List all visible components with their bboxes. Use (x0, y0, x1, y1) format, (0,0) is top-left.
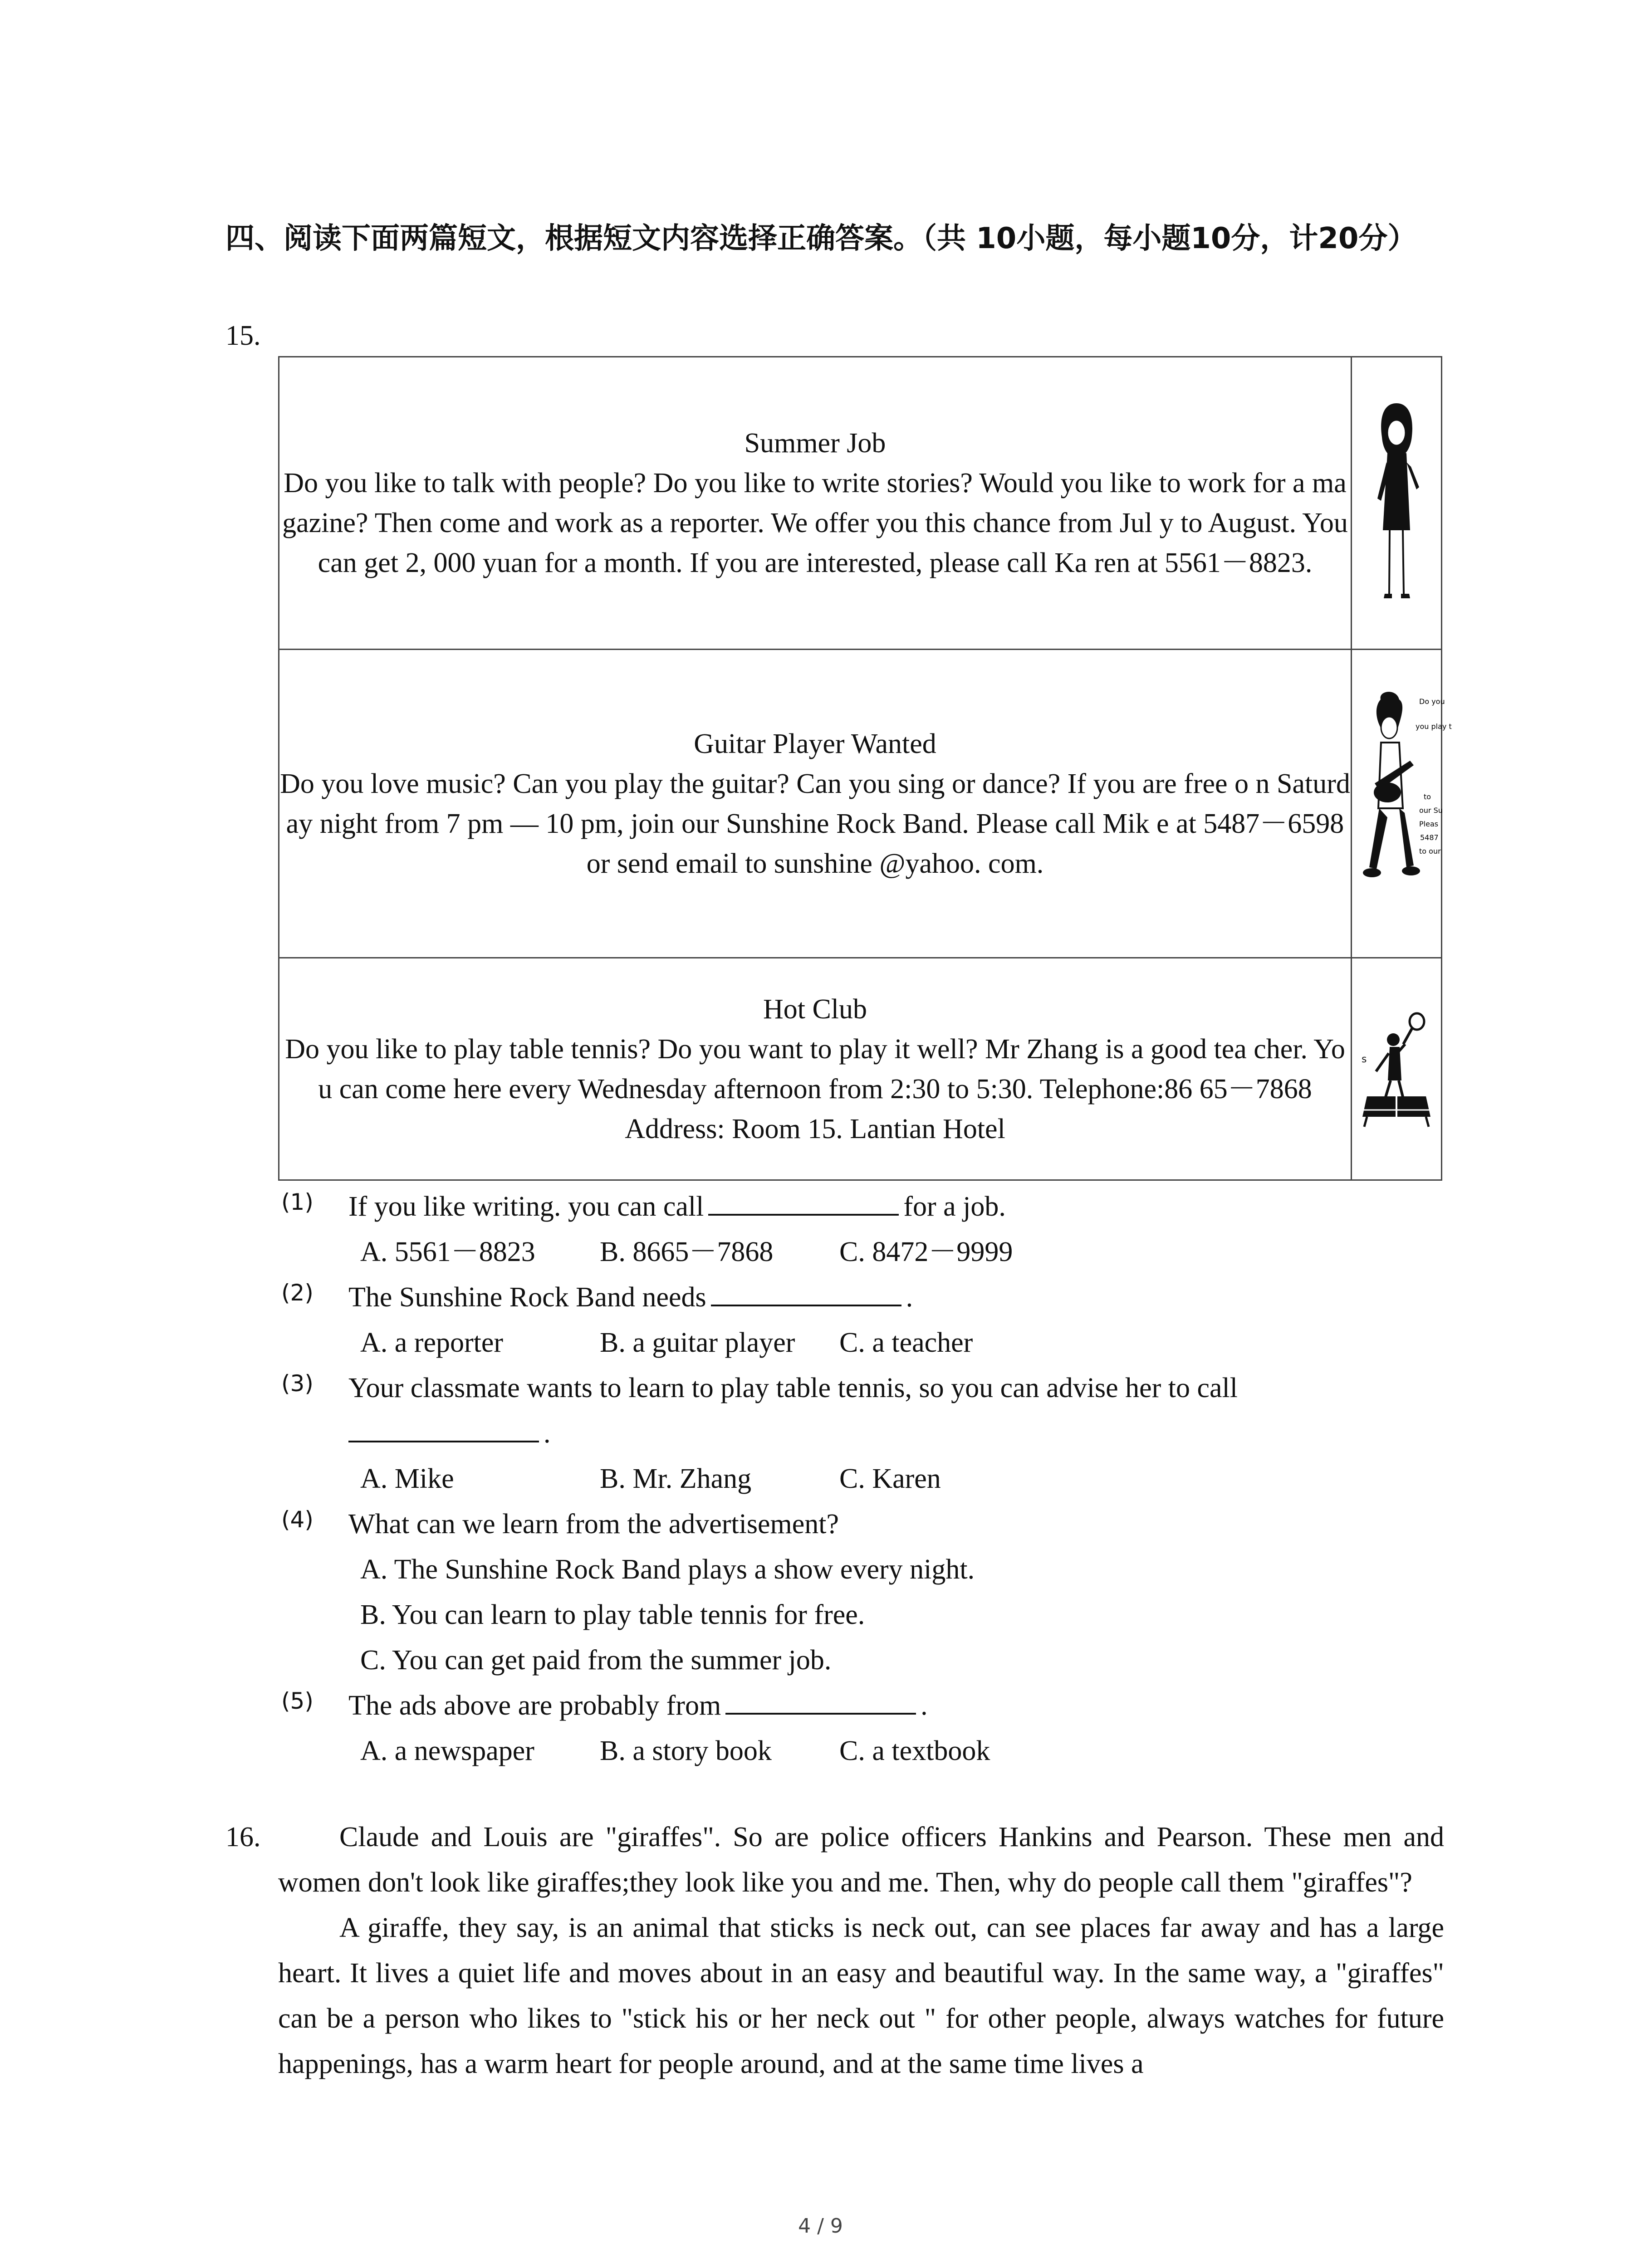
option-b[interactable]: B. You can learn to play table tennis for free. (360, 1599, 865, 1630)
options-row (348, 1456, 1461, 1501)
page-number: 4 / 9 (798, 2214, 843, 2238)
subquestion-number: (5) (281, 1688, 314, 1714)
subquestion-number: (2) (281, 1280, 314, 1306)
question-stem: If you like writing. you can call (348, 1191, 704, 1222)
question-stem: Your classmate wants to learn to play table tennis, so you can advise her to call (348, 1373, 1238, 1403)
question-stem-end: . (906, 1282, 913, 1313)
image-caption: to our (1419, 846, 1441, 855)
option-b[interactable]: B. Mr. Zhang (600, 1463, 752, 1494)
options-row (348, 1728, 1461, 1774)
answer-blank[interactable] (711, 1276, 901, 1306)
question-stem: What can we learn from the advertisement? (348, 1509, 839, 1540)
ad-guitar-player-wanted (279, 650, 1352, 958)
option-a[interactable]: A. Mike (360, 1463, 454, 1494)
answer-blank[interactable] (348, 1413, 539, 1442)
options-row (348, 1320, 1461, 1365)
option-c[interactable]: C. Karen (839, 1463, 941, 1494)
ad-hot-club (279, 958, 1352, 1180)
table-tennis-player-icon (1352, 958, 1442, 1180)
option-c[interactable]: C. You can get paid from the summer job. (360, 1645, 832, 1676)
subquestion-number: (1) (281, 1189, 314, 1215)
image-caption: you play t (1416, 722, 1452, 731)
question-16-passage (278, 1814, 1444, 2087)
ad-address: Address: Room 15. Lantian Hotel (625, 1113, 1005, 1144)
option-a[interactable]: A. The Sunshine Rock Band plays a show every night. (360, 1554, 975, 1585)
ad-summer-job (279, 357, 1352, 650)
subquestion-number: (4) (281, 1506, 314, 1533)
option-c[interactable]: C. a textbook (839, 1735, 990, 1766)
ad-body: Do you love music? Can you play the guitar? Can you sing or dance? If you are free o n Saturday night from 7 pm — 10 pm, join our Sunshine Rock Band. Please call Mik e at 5487－6598 or send email to sunshine @yahoo. com. (280, 768, 1350, 879)
option-b[interactable]: B. a story book (600, 1735, 772, 1766)
guitar-player-icon (1352, 650, 1452, 958)
subquestion-2 (281, 1275, 1461, 1365)
woman-reporter-icon (1352, 357, 1442, 650)
ad-row-hot-club (279, 958, 1442, 1180)
section-heading: 四、阅读下面两篇短文，根据短文内容选择正确答案。（共 10小题，每小题10分，计20分） (225, 222, 1417, 255)
question-stem: The Sunshine Rock Band needs (348, 1282, 706, 1313)
image-caption: to (1424, 792, 1431, 801)
image-caption: Do you (1419, 697, 1445, 706)
advertisement-table (278, 356, 1452, 1181)
subquestion-4 (281, 1501, 1461, 1683)
ad-row-guitar-player (279, 650, 1442, 958)
answer-blank[interactable] (725, 1685, 916, 1715)
option-a[interactable]: A. a reporter (360, 1327, 503, 1358)
question-15-number: 15. (225, 320, 261, 351)
subquestion-number: (3) (281, 1370, 314, 1397)
option-b[interactable]: B. a guitar player (600, 1327, 795, 1358)
option-a[interactable]: A. a newspaper (360, 1735, 534, 1766)
option-a[interactable]: A. 5561－8823 (360, 1237, 535, 1267)
option-c[interactable]: C. a teacher (839, 1327, 973, 1358)
ad-title: Hot Club (763, 993, 867, 1025)
subquestion-3 (281, 1365, 1461, 1501)
question-16-number: 16. (225, 1822, 261, 1853)
question-stem-end: for a job. (903, 1191, 1006, 1222)
question-15-subquestions (281, 1184, 1461, 1774)
subquestion-1 (281, 1184, 1461, 1275)
image-caption: 5487 (1420, 833, 1439, 842)
question-stem-end: . (921, 1690, 928, 1721)
svg-text:s: s (1362, 1053, 1367, 1065)
image-caption: Pleas (1419, 819, 1439, 828)
options-row (348, 1229, 1461, 1275)
option-c[interactable]: C. 8472－9999 (839, 1237, 1013, 1267)
ad-body: Do you like to play table tennis? Do you want to play it well? Mr Zhang is a good tea cher. You can come here every Wednesday afternoon from 2:30 to 5:30. Telephone:86 65－7868 (285, 1033, 1345, 1105)
option-b[interactable]: B. 8665－7868 (600, 1237, 774, 1267)
ad-row-summer-job (279, 357, 1442, 650)
ad-title: Guitar Player Wanted (694, 728, 936, 759)
question-stem: The ads above are probably from (348, 1690, 721, 1721)
passage-paragraph: A giraffe, they say, is an animal that sticks is neck out, can see places far away and has a large heart. It lives a quiet life and moves about in an easy and beautiful way. In the same way, a "giraffes" can be a person who likes to "stick his or her neck out " for other people, always watches for future happenings, has a warm heart for people around, and at the same time lives a (278, 1912, 1444, 2079)
image-caption: our Su (1419, 806, 1443, 815)
answer-blank[interactable] (708, 1186, 899, 1216)
ad-title: Summer Job (744, 428, 886, 459)
question-stem-end: . (544, 1418, 551, 1449)
ad-body: Do you like to talk with people? Do you like to write stories? Would you like to work for a magazine? Then come and work as a reporter. We offer you this chance from Jul y to August. You can get 2, 000 yuan for a month. If you are interested, please call Ka ren at 5561－8823. (282, 468, 1348, 578)
subquestion-5 (281, 1683, 1461, 1774)
passage-paragraph: Claude and Louis are "giraffes". So are police officers Hankins and Pearson. These men and women don't look like giraffes;they look like you and me. Then, why do people call them "giraffes"? (278, 1822, 1444, 1898)
